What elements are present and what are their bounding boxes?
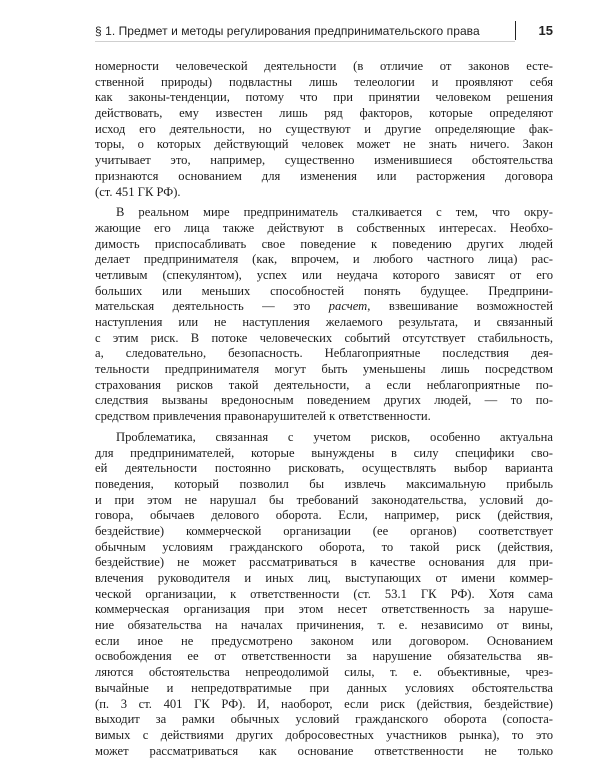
text-line: тельности предпринимателя могут быть уменьшены лишь посредством [95, 362, 553, 377]
text-fragment: , взвешивание возможностей [367, 299, 553, 314]
text-line: обычным условиям гражданского оборота, то такой риск (действия, [95, 539, 553, 554]
text-line: вычайные и непредотвратимые при данных условиях обстоятельства [95, 680, 553, 695]
text-line: ляются обстоятельства непреодолимой силы, т. е. объективные, чрез- [95, 665, 553, 680]
header-separator [515, 21, 516, 40]
header-underline [95, 41, 515, 42]
text-fragment: мательская деятельность — это [95, 299, 329, 314]
text-line: следствия вызваны вредоносным поведением других людей, — то по- [95, 393, 553, 408]
text-line: В реальном мире предприниматель сталкивается с тем, что окру- [116, 205, 553, 220]
text-line: ственной природы) подвластны лишь телеологии и проявляют себя [95, 74, 553, 89]
emphasis-word: расчет [328, 299, 368, 314]
text-line: (п. 3 ст. 401 ГК РФ). И, наоборот, если риск (действия, бездействие) [95, 696, 553, 711]
text-line: и при этом не нарушал бы требований законодательства, условий до- [95, 492, 553, 507]
text-line: ей деятельности постоянно рисковать, осуществлять выбор варианта [95, 461, 553, 476]
running-header [95, 21, 553, 41]
text-line: исход его деятельности, но существуют и другие определяющие фак- [95, 121, 553, 136]
text-line: жающие его лица также действуют в собственных интересах. Необхо- [95, 220, 553, 235]
text-line: вимых с действиями других добросовестных участников рынка), то это [95, 727, 553, 742]
text-line: ческой организации, к ответственности (ст. 53.1 ГК РФ). Хотя сама [95, 586, 553, 601]
text-line: может рассматриваться как основание ответственности не только [95, 743, 553, 758]
text-line: учитывает это, например, существенно изменившиеся обстоятельства [95, 153, 553, 168]
text-line: бездействие) не может рассматриваться в качестве основания для при- [95, 555, 553, 570]
text-line: номерности человеческой деятельности (в отличие от законов есте- [95, 59, 553, 73]
text-line: с этим риск. В потоке человеческих событий отсутствует стабильность, [95, 330, 553, 345]
text-line-with-emphasis [95, 299, 553, 315]
text-line: бездействие) коммерческой организации (ее органов) соответствует [95, 523, 553, 538]
text-line: Проблематика, связанная с учетом рисков, особенно актуальна [116, 429, 553, 444]
text-line: говора, обычаев делового оборота. Если, например, риск (действия, [95, 508, 553, 523]
text-line: ние обязательства на началах причинения, т. е. независимо от вины, [95, 618, 553, 633]
text-line: освобождения ее от ответственности за нарушение обязательства яв- [95, 649, 553, 664]
paragraph-3 [95, 430, 553, 759]
text-line: как законы-тенденции, потому что при принятии человеком решения [95, 90, 553, 105]
text-line: страхования рисков такой деятельности, а если неблагоприятные по- [95, 377, 553, 392]
text-line: коммерческая организация при этом несет ответственность за наруше- [95, 602, 553, 617]
text-line: делает предпринимателя (как, впрочем, и любого частного лица) рас- [95, 252, 553, 267]
text-line: если иное не предусмотрено законом или договором. Основанием [95, 633, 553, 648]
text-line: влечения руководителя и иных лиц, выступающих от имени коммер- [95, 571, 553, 585]
page-body [95, 59, 553, 759]
text-line: димость приспосабливать свое поведение к поведению других людей [95, 236, 553, 251]
text-line: торы, о которых действующий человек может не знать ничего. Закон [95, 137, 553, 152]
paragraph-2 [95, 205, 553, 425]
text-line: действовать, ему известен лишь ряд факторов, которые определяют [95, 106, 553, 121]
text-line: средством привлечения правонарушителей к ответственности. [95, 409, 431, 424]
text-line: для предпринимателей, которые вынуждены в силу специфики сво- [95, 445, 553, 460]
page-number: 15 [538, 23, 553, 38]
paragraph-1 [95, 59, 553, 200]
text-line: четливым (спекулянтом), успех или неудача которого зависят от его [95, 267, 553, 282]
text-line: а, следовательно, безопасность. Неблагоприятные последствия дея- [95, 346, 553, 361]
text-line: наступления или не наступления желаемого результата, и связанный [95, 315, 553, 329]
text-line: (ст. 451 ГК РФ). [95, 184, 181, 199]
text-line: признаются основанием для изменения или расторжения договора [95, 168, 553, 183]
text-line: выходит за рамки обычных условий гражданского оборота (сопоста- [95, 712, 553, 727]
running-header-title: § 1. Предмет и методы регулирования предпринимательского права [95, 24, 480, 38]
text-line: поведения, который позволил бы извлечь максимальную прибыль [95, 476, 553, 491]
text-line: больших или меньших способностей понять будущее. Предприни- [95, 283, 553, 298]
